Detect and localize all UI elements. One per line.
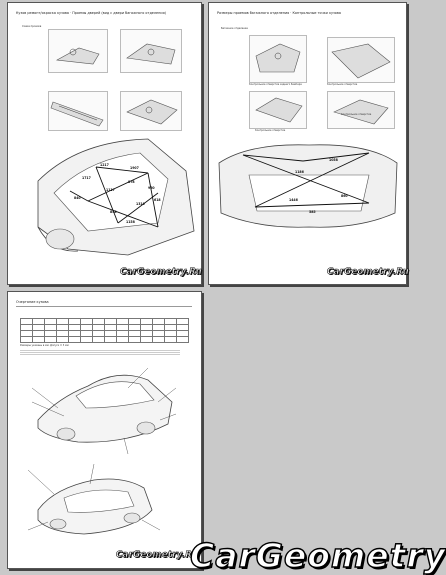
dimension-label: 1186 xyxy=(295,170,304,174)
page-title: Очертание кузова xyxy=(16,300,49,304)
detail-thumbnail-4 xyxy=(120,91,182,131)
dimension-label: 860 xyxy=(341,194,348,198)
dimension-label: 848 xyxy=(110,210,117,214)
dimension-label: 1217 xyxy=(100,163,109,167)
dimension-label: 1907 xyxy=(130,166,139,170)
divider xyxy=(16,306,192,307)
dimension-label: 1717 xyxy=(82,176,91,180)
trunk-drawing xyxy=(209,133,406,233)
detail-thumbnail-1 xyxy=(249,35,307,83)
body-side-drawing xyxy=(8,131,201,261)
detail-thumbnail-3 xyxy=(48,91,108,131)
spec-table xyxy=(20,318,189,343)
watermark: CarGeometry.Ru xyxy=(120,267,202,277)
page-title: Кузов ремонт/окраска кузова · Проемы дверей (вид с двери багажного отделения) xyxy=(16,11,166,15)
dimension-label: 840 xyxy=(74,196,81,200)
dimension-label: 618 xyxy=(154,198,161,202)
detail-thumbnail-2 xyxy=(120,29,182,73)
watermark: CarGeometry.Ru xyxy=(327,267,409,277)
callout-label: Контрольное отверстие xyxy=(255,129,286,132)
dimension-label: 878 xyxy=(128,180,135,184)
callout-label: Контрольное отверстие xyxy=(327,83,358,86)
detail-thumbnail-1 xyxy=(48,29,108,73)
page-trunk-openings xyxy=(208,2,407,285)
page-title: Размеры проемов багажного отделения · Контрольные точки кузова xyxy=(217,11,341,15)
dimension-label: 585 xyxy=(309,210,316,214)
page-body-outline xyxy=(7,291,202,569)
section-label: Багажное отделение xyxy=(221,27,248,30)
dimension-label: 960 xyxy=(148,186,155,190)
dimension-label: 1058 xyxy=(329,158,338,162)
callout-label: Контрольное отверстие заднего бампера xyxy=(249,83,302,86)
car-underside-drawing xyxy=(24,460,164,550)
watermark: CarGeometry.Ru xyxy=(116,550,198,560)
detail-thumbnail-4 xyxy=(327,91,395,129)
dimension-label: 1446 xyxy=(289,198,298,202)
note-text: Размеры указаны в мм. Допуск ± 3 мм xyxy=(20,344,69,347)
dimension-label: 1319 xyxy=(136,202,145,206)
paragraph-lines xyxy=(20,349,180,355)
dimension-label: 1117 xyxy=(106,188,115,192)
page-door-openings xyxy=(7,2,202,285)
car-isometric-drawing xyxy=(28,358,178,458)
dimension-label: 1158 xyxy=(126,220,135,224)
detail-thumbnail-2 xyxy=(327,37,395,83)
brand-logo: CarGeometry xyxy=(190,536,446,575)
section-label: Схема проемов xyxy=(22,25,42,28)
callout-label: Контрольное отверстие xyxy=(341,113,372,116)
detail-thumbnail-3 xyxy=(249,91,307,129)
